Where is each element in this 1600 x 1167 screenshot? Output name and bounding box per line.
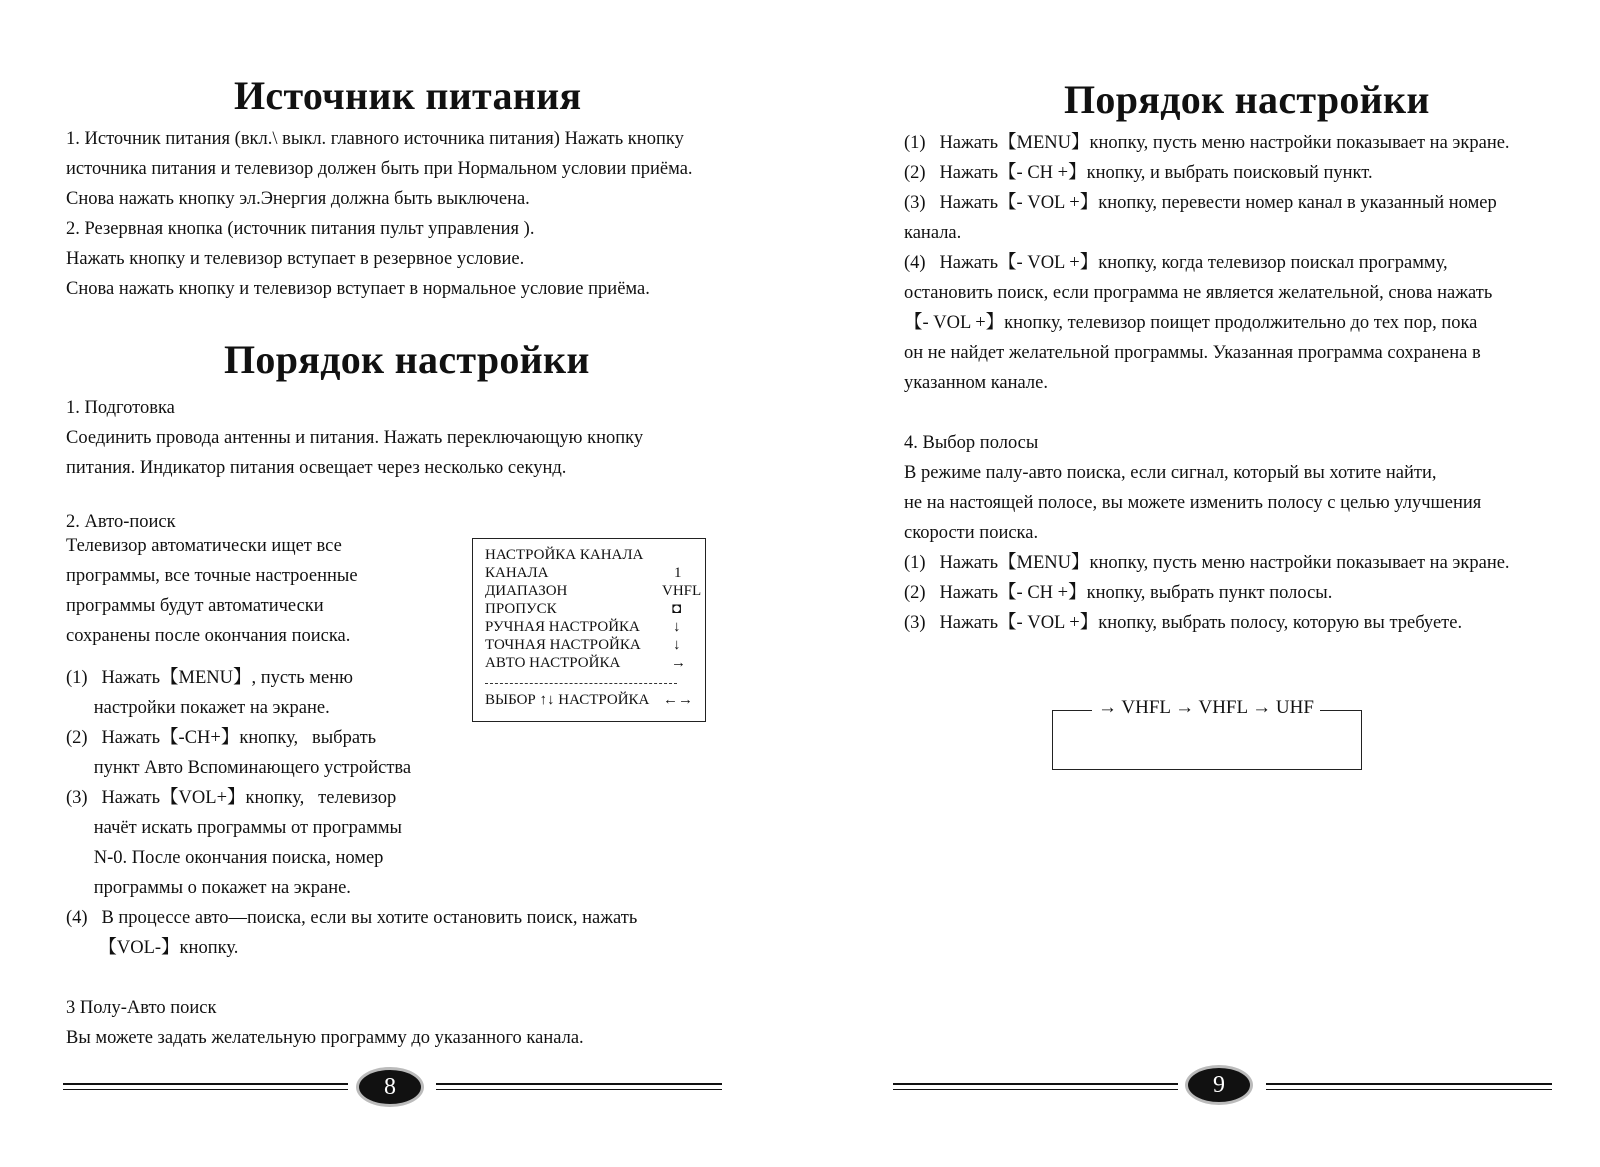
text-line: (4) Нажать【- VOL +】кнопку, когда телевизор поискал программу, (904, 253, 1448, 273)
page-number: 8 (359, 1070, 421, 1104)
text-line: Телевизор автоматически ищет все (66, 536, 342, 556)
text-line: он не найдет желательной программы. Указанная программа сохранена в (904, 343, 1481, 363)
text-line: (4) В процессе авто—поиска, если вы хотите остановить поиск, нажать (66, 908, 638, 928)
text-line: (3) Нажать【VOL+】кнопку, телевизор (66, 788, 397, 808)
text-line: не на настоящей полосе, вы можете изменить полосу с целью улучшения (904, 493, 1482, 513)
tv-menu-diagram (472, 538, 706, 722)
arrow-down-icon: ↓ (673, 619, 681, 635)
right-page (800, 0, 1600, 1167)
menu-row-label: КАНАЛА (485, 565, 549, 581)
text-line: (2) Нажать【-CH+】кнопку, выбрать (66, 728, 377, 748)
text-line: (1) Нажать【MENU】кнопку, пусть меню настройки показывает на экране. (904, 133, 1510, 153)
text-line: программы о покажет на экране. (66, 878, 351, 898)
text-line: В режиме палу-авто поиска, если сигнал, который вы хотите найти, (904, 463, 1437, 483)
text-line: 1. Источник питания (вкл.\ выкл. главного источника питания) Нажать кнопку (66, 129, 684, 149)
setup-title: Порядок настройки (1064, 77, 1430, 122)
text-line: 2. Авто-поиск (66, 512, 176, 532)
text-line: скорости поиска. (904, 523, 1039, 543)
text-line: начёт искать программы от программы (66, 818, 402, 838)
menu-row-label: ТОЧНАЯ НАСТРОЙКА (485, 637, 641, 653)
text-line: 【- VOL +】кнопку, телевизор поищет продолжительно до тех пор, пока (904, 313, 1478, 333)
text-line: 【VOL-】кнопку. (66, 938, 239, 958)
text-line: 3 Полу-Авто поиск (66, 998, 217, 1018)
menu-row-label: АВТО НАСТРОЙКА (485, 655, 621, 671)
text-line: настройки покажет на экране. (66, 698, 330, 718)
text-line: сохранены после окончания поиска. (66, 626, 351, 646)
setup-title: Порядок настройки (224, 337, 590, 382)
menu-row-value: VHFL (662, 583, 702, 599)
menu-row-value: 1 (674, 565, 682, 581)
menu-divider (485, 683, 677, 684)
text-line: указанном канале. (904, 373, 1048, 393)
menu-row-label: НАСТРОЙКА КАНАЛА (485, 547, 644, 563)
text-line: (1) Нажать【MENU】, пусть меню (66, 668, 353, 688)
skip-icon: ◘ (672, 601, 682, 617)
text-line: 1. Подготовка (66, 398, 175, 418)
arrow-left-right-icon: ←→ (663, 692, 693, 708)
text-line: источника питания и телевизор должен быть при Нормальном условии приёма. (66, 159, 693, 179)
menu-row-label: ДИАПАЗОН (485, 583, 568, 599)
menu-footer-label: ВЫБОР ↑↓ НАСТРОЙКА (485, 692, 650, 708)
text-line: программы будут автоматически (66, 596, 324, 616)
text-line: 4. Выбор полосы (904, 433, 1039, 453)
text-line: остановить поиск, если программа не является желательной, снова нажать (904, 283, 1493, 303)
text-line: (2) Нажать【- CH +】кнопку, и выбрать поисковый пункт. (904, 163, 1373, 183)
text-line: (3) Нажать【- VOL +】кнопку, перевести номер канал в указанный номер (904, 193, 1497, 213)
text-line: питания. Индикатор питания освещает через несколько секунд. (66, 458, 567, 478)
text-line: Снова нажать кнопку эл.Энергия должна быть выключена. (66, 189, 530, 209)
text-line: Нажать кнопку и телевизор вступает в резервное условие. (66, 249, 525, 269)
arrow-right-icon: → (671, 655, 686, 671)
text-line: (2) Нажать【- CH +】кнопку, выбрать пункт полосы. (904, 583, 1333, 603)
menu-row-label: РУЧНАЯ НАСТРОЙКА (485, 619, 640, 635)
text-line: (3) Нажать【- VOL +】кнопку, выбрать полосу, которую вы требуете. (904, 613, 1463, 633)
text-line: Соединить провода антенны и питания. Нажать переключающую кнопку (66, 428, 644, 448)
band-cycle-box (1052, 710, 1362, 770)
band-cycle-label: → VHFL → VHFL → UHF (1092, 697, 1320, 719)
text-line: канала. (904, 223, 962, 243)
text-line: программы, все точные настроенные (66, 566, 358, 586)
text-line: N-0. После окончания поиска, номер (66, 848, 384, 868)
power-title: Источник питания (234, 73, 582, 118)
page-number: 9 (1188, 1068, 1250, 1102)
menu-row-label: ПРОПУСК (485, 601, 557, 617)
text-line: Снова нажать кнопку и телевизор вступает в нормальное условие приёма. (66, 279, 650, 299)
arrow-down-icon: ↓ (673, 637, 681, 653)
text-line: пункт Авто Вспоминающего устройства (66, 758, 412, 778)
text-line: (1) Нажать【MENU】кнопку, пусть меню настройки показывает на экране. (904, 553, 1510, 573)
text-line: 2. Резервная кнопка (источник питания пульт управления ). (66, 219, 535, 239)
text-line: Вы можете задать желательную программу до указанного канала. (66, 1028, 584, 1048)
